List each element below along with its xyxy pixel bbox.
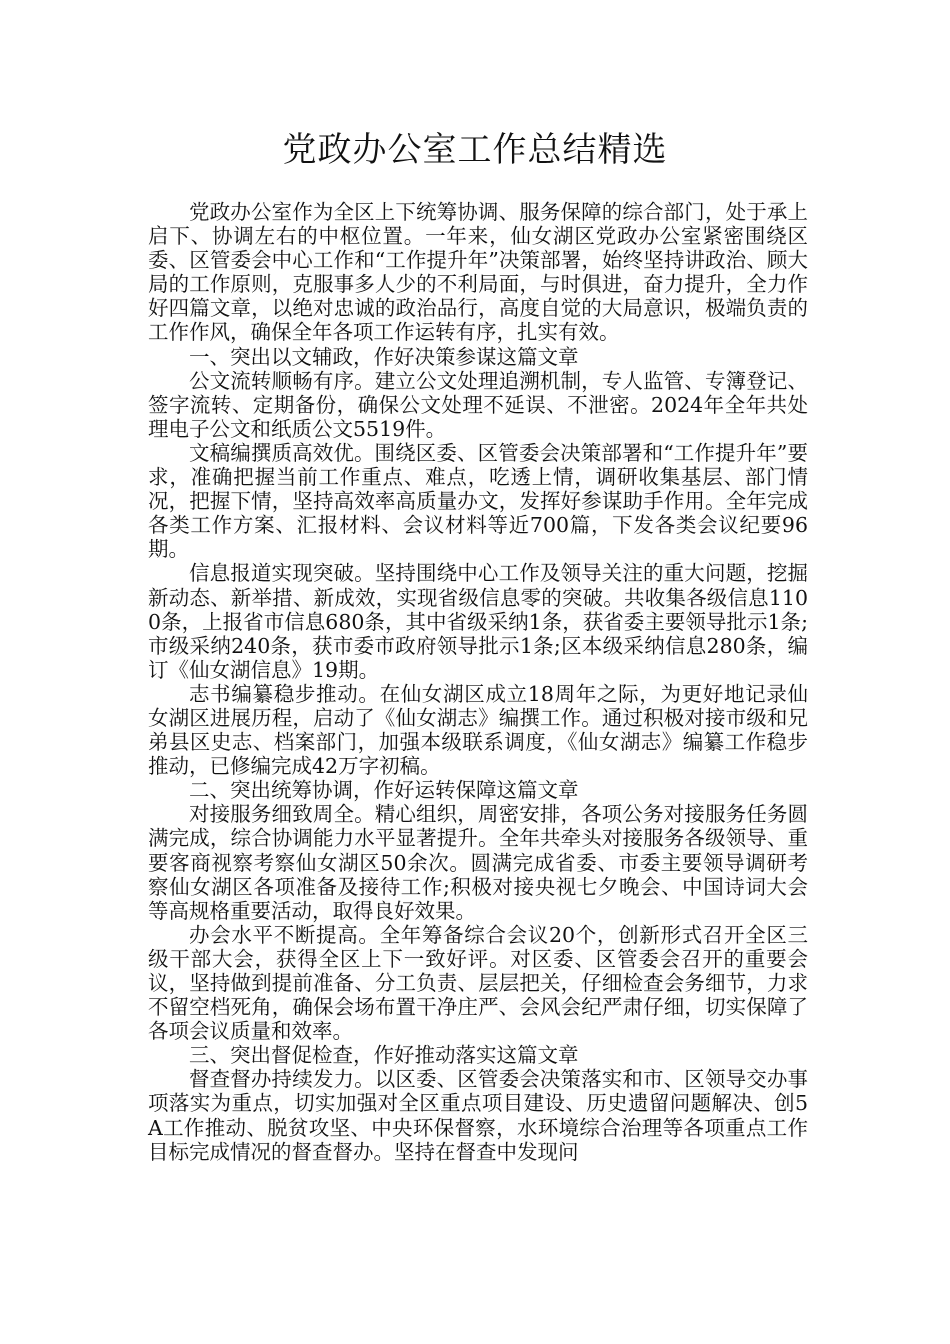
paragraph-information: 信息报道实现突破。坚持围绕中心工作及领导关注的重大问题，挖掘新动态、新举措、新成效，实现省级信息零的突破。共收集各级信息1100条，上报省市信息680条，其中省级采纳1条，获省委主要领导批示1条;市级采纳240条，获市委市政府领导批示1条;区本级采纳信息280条，编订《仙女湖信息》19期。 [148, 561, 808, 682]
paragraph-chronicle: 志书编纂稳步推动。在仙女湖区成立18周年之际，为更好地记录仙女湖区进展历程，启动了《仙女湖志》编撰工作。通过积极对接市级和兄弟县区史志、档案部门，加强本级联系调度，《仙女湖志》编纂工作稳步推动，已修编完成42万字初稿。 [148, 681, 808, 779]
paragraph-supervision: 督查督办持续发力。以区委、区管委会决策落实和市、区领导交办事项落实为重点，切实加强对全区重点项目建设、历史遗留问题解决、创5A工作推动、脱贫攻坚、中央环保督察，水环境综合治理等各项重点工作目标完成情况的督查督办。坚持在督查中发现问 [148, 1067, 808, 1164]
document-title: 党政办公室工作总结精选 [282, 130, 668, 170]
section-heading-1: 一、突出以文辅政，作好决策参谋这篇文章 [189, 344, 579, 369]
document-body [148, 200, 808, 1164]
paragraph-documents: 公文流转顺畅有序。建立公文处理追溯机制，专人监管、专簿登记、签字流转、定期备份，确保公文处理不延误、不泄密。2024年全年共处理电子公文和纸质公文5519件。 [148, 368, 808, 441]
section-heading-3: 三、突出督促检查，作好推动落实这篇文章 [189, 1043, 579, 1068]
section-heading-2: 二、突出统筹协调，作好运转保障这篇文章 [189, 778, 579, 803]
paragraph-drafting: 文稿编撰质高效优。围绕区委、区管委会决策部署和“工作提升年”要求，准确把握当前工作重点、难点，吃透上情，调研收集基层、部门情况，把握下情，坚持高效率高质量办文，发挥好参谋助手作用。全年完成各类工作方案、汇报材料、会议材料等近700篇，下发各类会议纪要96期。 [148, 440, 808, 562]
paragraph-intro: 党政办公室作为全区上下统筹协调、服务保障的综合部门，处于承上启下、协调左右的中枢位置。一年来，仙女湖区党政办公室紧密围绕区委、区管委会中心工作和“工作提升年”决策部署，始终坚持讲政治、顾大局的工作原则，克服事多人少的不利局面，与时俱进，奋力提升，全力作好四篇文章，以绝对忠诚的政治品行，高度自觉的大局意识，极端负责的工作作风，确保全年各项工作运转有序，扎实有效。 [148, 200, 808, 345]
paragraph-meetings: 办会水平不断提高。全年筹备综合会议20个，创新形式召开全区三级干部大会，获得全区上下一致好评。对区委、区管委会召开的重要会议，坚持做到提前准备、分工负责、层层把关，仔细检查会务细节，力求不留空档死角，确保会场布置干净庄严、会风会纪严肃仔细，切实保障了各项会议质量和效率。 [148, 922, 808, 1044]
paragraph-reception: 对接服务细致周全。精心组织，周密安排，各项公务对接服务任务圆满完成，综合协调能力水平显著提升。全年共牵头对接服务各级领导、重要客商视察考察仙女湖区50余次。圆满完成省委、市委主要领导调研考察仙女湖区各项准备及接待工作;积极对接央视七夕晚会、中国诗词大会等高规格重要活动，取得良好效果。 [148, 802, 808, 923]
